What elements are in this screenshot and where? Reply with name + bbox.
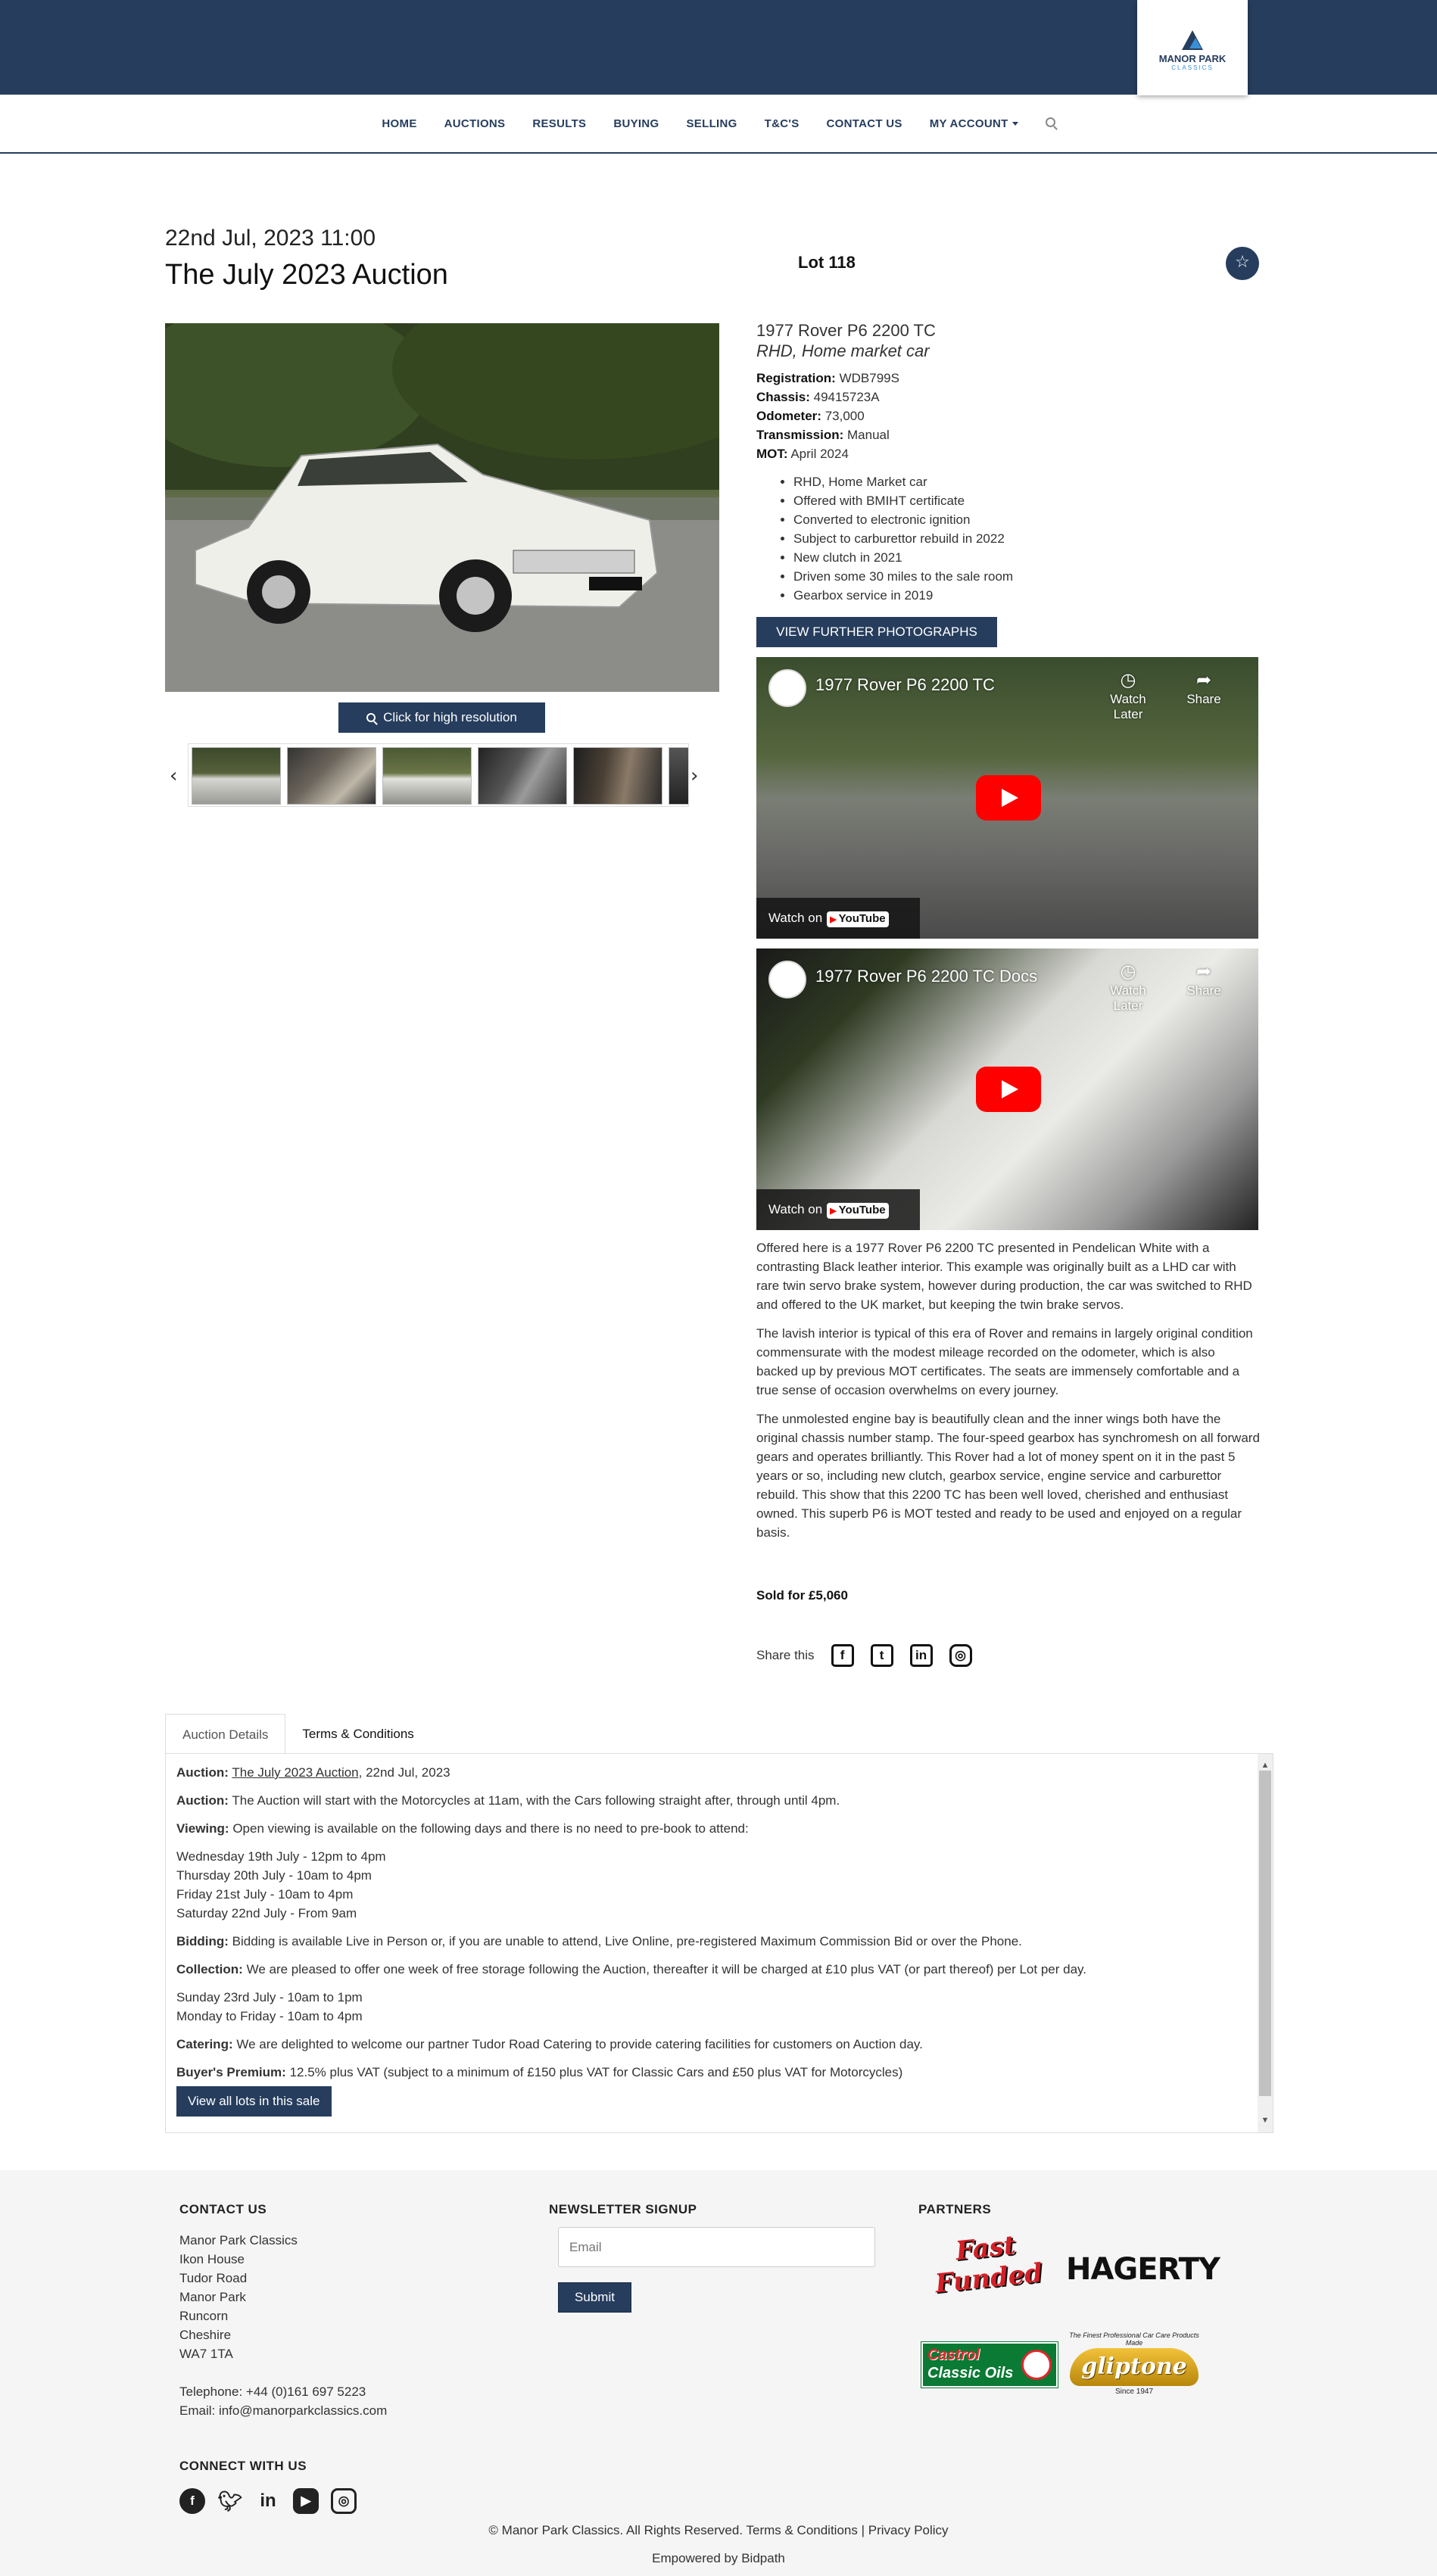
- clock-icon: ◷: [1120, 961, 1136, 982]
- castrol-badge-icon: [1021, 2350, 1052, 2380]
- viewing-days: [176, 1847, 1250, 1923]
- detail-label: Auction:: [176, 1793, 229, 1808]
- partners-heading: PARTNERS: [918, 2202, 992, 2216]
- description-paragraph: Offered here is a 1977 Rover P6 2200 TC presented in Pendelican White with a contrasting Black leather interior. This example was originally built as a LHD car with rare twin servo brake system, however during production, the car was switched to RHD and offered to the UK market, but keeping the twin brake servos.: [756, 1241, 1252, 1312]
- spec-value: WDB799S: [839, 371, 899, 385]
- detail-catering: [176, 2035, 1250, 2054]
- detail-collection: [176, 1960, 1250, 1979]
- car-photo: [165, 323, 719, 692]
- linkedin-icon[interactable]: in: [910, 1644, 933, 1667]
- thumbnail[interactable]: [573, 747, 662, 805]
- thumbnail[interactable]: [669, 747, 689, 805]
- terms-link[interactable]: Terms & Conditions: [746, 2523, 858, 2537]
- channel-avatar[interactable]: [768, 669, 806, 707]
- list-item: Thursday 20th July - 10am to 4pm: [176, 1868, 372, 1883]
- logo-sub: CLASSICS: [1171, 64, 1214, 71]
- detail-text: The Auction will start with the Motorcycles at 11am, with the Cars following straight after, through until 4pm.: [232, 1793, 840, 1808]
- detail-text: We are delighted to welcome our partner Tudor Road Catering to provide catering facilities for customers on Auction day.: [236, 2037, 923, 2051]
- nav-auctions[interactable]: AUCTIONS: [444, 117, 506, 130]
- play-button[interactable]: [976, 1067, 1041, 1112]
- thumbnail-strip: [188, 743, 689, 807]
- share-label: Share this: [756, 1648, 815, 1662]
- list-item: • Driven some 30 miles to the sale room: [793, 567, 1013, 586]
- newsletter-submit-button[interactable]: Submit: [558, 2282, 631, 2313]
- detail-text: Open viewing is available on the following days and there is no need to pre-book to attend:: [232, 1821, 749, 1836]
- high-resolution-button[interactable]: [338, 702, 545, 733]
- spec-label: Chassis:: [756, 390, 810, 404]
- spec-chassis: [756, 388, 899, 406]
- car-specs: [756, 369, 899, 463]
- thumbnail[interactable]: [287, 747, 376, 805]
- share-video-button[interactable]: [1177, 669, 1230, 707]
- details-tabs: [165, 1714, 431, 1754]
- youtube-logo: ▶ YouTube: [827, 1203, 888, 1219]
- spec-label: Odometer:: [756, 409, 821, 423]
- description-paragraph: The lavish interior is typical of this era of Rover and remains in largely original condition commensurate with the modest mileage recorded on the odometer, which is also backed up by previous MOT certificates. The seats are immensely comfortable and a true sense of occasion overwhelms on every journey.: [756, 1326, 1253, 1397]
- main-nav: [0, 95, 1437, 154]
- detail-label: Catering:: [176, 2037, 233, 2051]
- contact-heading: CONTACT US: [179, 2202, 267, 2216]
- castrol-logo[interactable]: [921, 2342, 1058, 2388]
- detail-label: Viewing:: [176, 1821, 229, 1836]
- spec-label: MOT:: [756, 447, 788, 461]
- spec-value: 73,000: [824, 409, 865, 423]
- thumbnail[interactable]: [478, 747, 567, 805]
- gliptone-tagline: The Finest Professional Car Care Products Made: [1069, 2331, 1199, 2347]
- empowered-by-bidpath[interactable]: Empowered by Bidpath: [652, 2551, 785, 2565]
- list-item: • Converted to electronic ignition: [793, 510, 1013, 529]
- copyright-line: © Manor Park Classics. All Rights Reserved. Terms & Conditions | Privacy Policy: [488, 2523, 949, 2537]
- view-further-photographs-button[interactable]: VIEW FURTHER PHOTOGRAPHS: [756, 617, 997, 647]
- caret-down-icon: [1012, 122, 1018, 126]
- linkedin-icon[interactable]: in: [260, 2490, 276, 2511]
- clock-icon: ◷: [1120, 670, 1136, 690]
- address-line: Manor Park Classics: [179, 2233, 298, 2247]
- carousel-next-button[interactable]: ›: [690, 765, 699, 787]
- list-item: • Offered with BMIHT certificate: [793, 491, 1013, 510]
- instagram-icon[interactable]: ◎: [949, 1644, 972, 1667]
- nav-buying[interactable]: BUYING: [613, 117, 659, 130]
- detail-text: 12.5% plus VAT (subject to a minimum of £150 plus VAT for Classic Cars and £50 plus VAT for Motorcycles): [289, 2065, 903, 2079]
- auction-title: The July 2023 Auction: [165, 259, 448, 291]
- watch-later-button[interactable]: [1102, 669, 1155, 722]
- castrol-text: Castrol: [927, 2347, 980, 2363]
- detail-label: Auction:: [176, 1765, 229, 1780]
- detail-viewing: [176, 1819, 1250, 1838]
- channel-avatar[interactable]: [768, 961, 806, 998]
- list-item: Sunday 23rd July - 10am to 1pm: [176, 1990, 363, 2004]
- spec-odometer: [756, 406, 899, 425]
- address-line: Tudor Road: [179, 2271, 248, 2285]
- facebook-icon[interactable]: f: [831, 1644, 854, 1667]
- thumbnail-carousel: [165, 743, 719, 807]
- spec-registration: [756, 369, 899, 388]
- scroll-up-icon[interactable]: ▲: [1261, 1761, 1270, 1770]
- video-embed[interactable]: [756, 657, 1258, 939]
- watch-on-youtube-button[interactable]: [756, 898, 920, 939]
- watch-later-button[interactable]: [1102, 961, 1155, 1014]
- share-arrow-icon: ➦: [1195, 670, 1212, 690]
- copyright-text: © Manor Park Classics. All Rights Reserved.: [488, 2523, 743, 2537]
- car-subtitle: RHD, Home market car: [756, 341, 930, 360]
- thumbnail[interactable]: [382, 747, 472, 805]
- gliptone-name: gliptone: [1070, 2348, 1199, 2386]
- search-icon: [1046, 117, 1055, 127]
- video-title[interactable]: 1977 Rover P6 2200 TC: [815, 675, 995, 694]
- nav-results[interactable]: RESULTS: [532, 117, 587, 130]
- twitter-icon[interactable]: t: [871, 1644, 893, 1667]
- lot-number: Lot 118: [798, 253, 856, 272]
- spec-value: April 2024: [790, 447, 849, 461]
- detail-bidding: [176, 1932, 1250, 1951]
- detail-text: We are pleased to offer one week of free storage following the Auction, thereafter it will be charged at £10 plus VAT (or part thereof) per Lot per day.: [246, 1962, 1086, 1976]
- view-all-lots-button[interactable]: View all lots in this sale: [176, 2086, 332, 2117]
- scrollbar-thumb[interactable]: [1259, 1771, 1271, 2096]
- watch-on-label: Watch on: [768, 1202, 823, 1216]
- share-video-button[interactable]: [1177, 961, 1230, 998]
- contact-details: [179, 2231, 387, 2420]
- nav-selling[interactable]: SELLING: [686, 117, 737, 130]
- social-links: [179, 2488, 357, 2514]
- gliptone-logo[interactable]: [1066, 2331, 1202, 2398]
- collection-days: [176, 1988, 1250, 2026]
- list-item: Saturday 22nd July - From 9am: [176, 1906, 357, 1920]
- high-resolution-label: Click for high resolution: [383, 710, 517, 724]
- description-paragraph: The unmolested engine bay is beautifully clean and the inner wings both have the original chassis number stamp. The four-speed gearbox has synchromesh on all forward gears and operates brilliantly. This Rover had a lot of money spent on it in the past 5 years or so, including new clutch, gearbox service, engine service and carburettor rebuild. This show that this 2200 TC has been well loved, cherished and enthusiast owned. This superb P6 is MOT tested and ready to be used and enjoyed on a regular basis.: [756, 1412, 1260, 1540]
- detail-text: , 22nd Jul, 2023: [358, 1765, 450, 1780]
- detail-label: Buyer's Premium:: [176, 2065, 286, 2079]
- nav-my-account[interactable]: [916, 117, 1032, 130]
- nav-contact[interactable]: CONTACT US: [826, 117, 902, 130]
- detail-label: Collection:: [176, 1962, 243, 1976]
- nav-search[interactable]: [1032, 117, 1069, 130]
- newsletter-email-input[interactable]: [558, 2227, 875, 2267]
- telephone[interactable]: Telephone: +44 (0)161 697 5223: [179, 2384, 366, 2399]
- share-bar: [756, 1644, 972, 1667]
- instagram-icon[interactable]: ◎: [331, 2488, 357, 2514]
- share-label: Share: [1186, 692, 1221, 706]
- fast-funded-logo[interactable]: Fast Funded: [934, 2230, 1044, 2300]
- car-name: 1977 Rover P6 2200 TC: [756, 321, 936, 340]
- detail-auction-times: [176, 1791, 1250, 1810]
- logo-name: MANOR PARK: [1158, 53, 1227, 64]
- spec-label: Registration:: [756, 371, 836, 385]
- email-link[interactable]: Email: info@manorparkclassics.com: [179, 2403, 388, 2418]
- connect-heading: CONNECT WITH US: [179, 2459, 307, 2473]
- video-embed[interactable]: [756, 948, 1258, 1230]
- list-item: Monday to Friday - 10am to 4pm: [176, 2009, 363, 2023]
- castrol-sub: Classic Oils: [927, 2365, 1014, 2381]
- share-arrow-icon: ➦: [1195, 961, 1212, 982]
- address-line: Manor Park: [179, 2290, 246, 2304]
- carousel-prev-button[interactable]: ‹: [170, 765, 178, 787]
- youtube-icon[interactable]: ▶: [293, 2488, 319, 2514]
- list-item: • RHD, Home Market car: [793, 472, 1013, 491]
- tab-auction-details[interactable]: Auction Details: [165, 1714, 285, 1754]
- thumbnail[interactable]: [192, 747, 281, 805]
- detail-label: Bidding:: [176, 1934, 229, 1948]
- spec-value: 49415723A: [813, 390, 880, 404]
- nav-terms[interactable]: T&C'S: [764, 117, 800, 130]
- sold-price: Sold for £5,060: [756, 1588, 848, 1603]
- list-item: Wednesday 19th July - 12pm to 4pm: [176, 1849, 386, 1864]
- lot-description: [756, 1238, 1260, 1552]
- watch-on-youtube-button[interactable]: [756, 1189, 920, 1230]
- address-line: WA7 1TA: [179, 2347, 233, 2361]
- list-item: • New clutch in 2021: [793, 548, 1013, 567]
- privacy-link[interactable]: Privacy Policy: [868, 2523, 949, 2537]
- spacer: [179, 2363, 387, 2382]
- detail-auction: [176, 1763, 1250, 1782]
- play-button[interactable]: [976, 775, 1041, 821]
- newsletter-heading: NEWSLETTER SIGNUP: [549, 2202, 697, 2216]
- gliptone-since: Since 1947: [1114, 2388, 1154, 2396]
- hagerty-logo[interactable]: HAGERTY: [1066, 2252, 1220, 2287]
- main-car-image[interactable]: [165, 323, 719, 692]
- detail-buyers-premium: [176, 2063, 1250, 2082]
- list-item: • Subject to carburettor rebuild in 2022: [793, 529, 1013, 548]
- site-footer: [0, 2170, 1437, 2576]
- scroll-down-icon[interactable]: ▼: [1261, 2116, 1270, 2125]
- auction-link[interactable]: The July 2023 Auction: [232, 1765, 359, 1780]
- watch-later-label: Watch Later: [1110, 692, 1146, 721]
- logo-mark-icon: [1182, 30, 1203, 50]
- car-highlights: [777, 472, 1013, 605]
- watch-on-label: Watch on: [768, 911, 823, 925]
- auction-date: 22nd Jul, 2023 11:00: [165, 226, 376, 251]
- nav-my-account-label: MY ACCOUNT: [929, 117, 1008, 130]
- spec-value: Manual: [847, 428, 890, 442]
- site-logo[interactable]: [1137, 0, 1248, 95]
- nav-home[interactable]: HOME: [382, 117, 417, 130]
- star-icon: ☆: [1235, 253, 1250, 272]
- detail-text: Bidding is available Live in Person or, if you are unable to attend, Live Online, pre-registered Maximum Commission Bid or over the Phone.: [232, 1934, 1022, 1948]
- panel-scrollbar[interactable]: [1258, 1754, 1273, 2132]
- magnify-icon: [366, 713, 376, 722]
- facebook-icon[interactable]: f: [179, 2488, 205, 2514]
- spec-transmission: [756, 425, 899, 444]
- spec-label: Transmission:: [756, 428, 844, 442]
- tab-terms-conditions[interactable]: Terms & Conditions: [302, 1727, 414, 1741]
- address-line: Ikon House: [179, 2252, 245, 2266]
- list-item: Friday 21st July - 10am to 4pm: [176, 1887, 354, 1902]
- spec-mot: [756, 444, 899, 463]
- youtube-logo: ▶ YouTube: [827, 911, 888, 927]
- twitter-icon[interactable]: 🐦︎: [217, 2490, 243, 2512]
- watch-later-label: Watch Later: [1110, 983, 1146, 1013]
- auction-details-panel: [165, 1753, 1273, 2133]
- list-item: • Gearbox service in 2019: [793, 586, 1013, 605]
- share-label: Share: [1186, 983, 1221, 998]
- address-line: Cheshire: [179, 2328, 232, 2342]
- address-line: Runcorn: [179, 2309, 229, 2323]
- video-title[interactable]: 1977 Rover P6 2200 TC Docs: [815, 967, 1038, 986]
- watch-lot-button[interactable]: [1226, 247, 1259, 280]
